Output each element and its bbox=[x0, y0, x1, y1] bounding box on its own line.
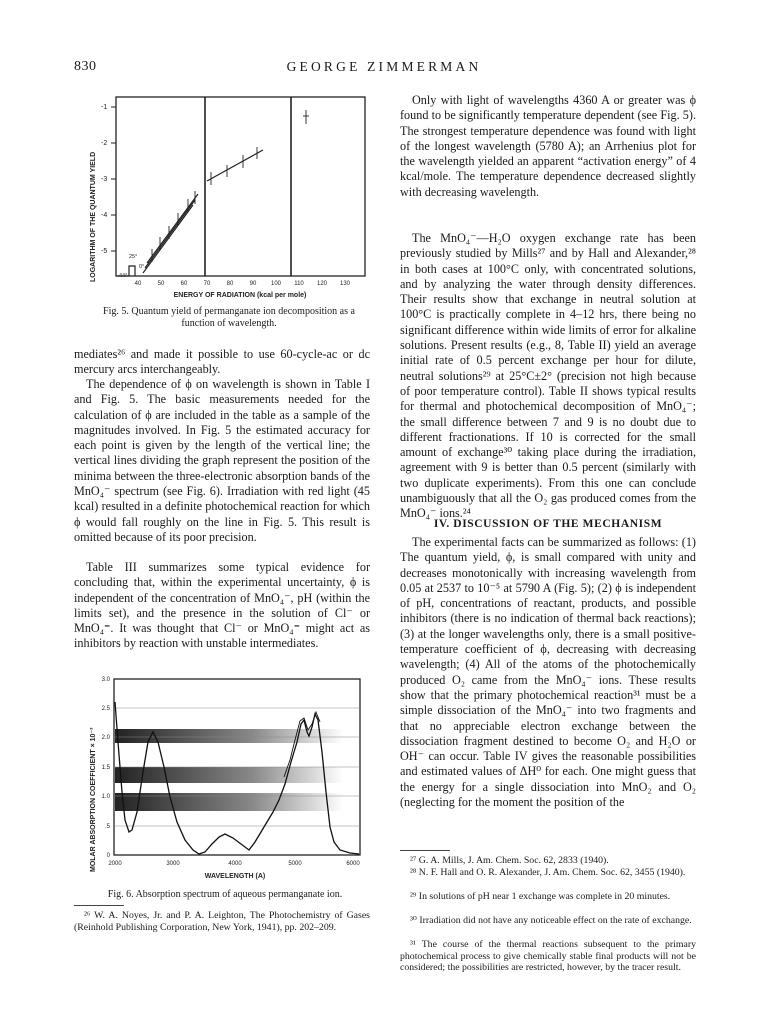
fig5-xtick: 60 bbox=[180, 281, 188, 287]
fig5-temp-label: 44° bbox=[119, 273, 128, 279]
fig5-xtick: 110 bbox=[294, 281, 304, 287]
fig5-xtick: 70 bbox=[203, 281, 211, 287]
fig5-xtick: 80 bbox=[226, 281, 234, 287]
footnote-28: ²⁸ N. F. Hall and O. R. Alexander, J. Am. Chem. Soc. 62, 3455 (1940). bbox=[410, 867, 686, 878]
left-paragraph-2: The dependence of ϕ on wavelength is shown in Table I and Fig. 5. The basic measurements needed for the calculation of ϕ are included in the table as a sample of the magnitudes involved. In Fig. 5 the estimated accuracy for each point is given by the length of the vertical line; the vertical lines dividing the graph represent the position of the minima between the three-electronic absorption bands of the MnO₄⁻ spectrum (see Fig. 6). Irradiation with red light (45 kcal) resulted in a definite photochemical reaction for which ϕ would fall roughly on the line in Fig. 5. This result is omitted because of its poor precision. bbox=[74, 377, 370, 544]
fig6-ytick: 2.5 bbox=[101, 706, 110, 712]
figure-6-caption: Fig. 6. Absorption spectrum of aqueous permanganate ion. bbox=[107, 889, 343, 900]
right-paragraph-1: Only with light of wavelengths 4360 A or greater was ϕ found to be significantly temperature dependent (see Fig. 5). The strongest temperature dependence was found with light of the longest wavelength (5780 A); an Arrhenius plot for the wavelength yielded an apparent “activation energy” of 4 kcal/mole. The temperature dependence decreased slightly with decreasing wavelength. bbox=[400, 93, 696, 199]
fig6-ytick: 3.0 bbox=[101, 677, 110, 683]
footnote-rule bbox=[400, 850, 450, 851]
fig5-xtick: 120 bbox=[316, 281, 328, 287]
page-number: 830 bbox=[74, 59, 97, 74]
footnote-30: ³⁰ Irradiation did not have any noticeable effect on the rate of exchange. bbox=[410, 915, 692, 926]
fig6-ytick: 1.5 bbox=[101, 765, 110, 771]
fig6-xtick: 5000 bbox=[288, 861, 302, 867]
fig5-xtick: 100 bbox=[270, 281, 282, 287]
fig6-xtick: 6000 bbox=[346, 861, 360, 867]
footnote-31: ³¹ The course of the thermal reactions subsequent to the primary photochemical process to give chemically stable final products will not be considered; the possibilities are restricted, however, by the tracer result. bbox=[400, 939, 696, 974]
fig5-ytick: -5 bbox=[101, 248, 108, 255]
fig5-ytick: -3 bbox=[101, 176, 108, 183]
fig5-ytick: -1 bbox=[101, 104, 108, 111]
fig5-xtick: 40 bbox=[134, 281, 142, 287]
running-title: GEORGE ZIMMERMAN bbox=[286, 59, 482, 74]
fig5-xtick: 130 bbox=[339, 281, 351, 287]
fig6-ytick: .5 bbox=[104, 824, 110, 830]
fig6-xtick: 2000 bbox=[108, 861, 122, 867]
footnote-26: ²⁶ W. A. Noyes, Jr. and P. A. Leighton, The Photochemistry of Gases (Reinhold Publishing Corporation, New York, 1941), pp. 202–209. bbox=[74, 910, 370, 933]
figure-5 bbox=[85, 92, 370, 302]
right-paragraph-3: The experimental facts can be summarized as follows: (1) The quantum yield, ϕ, is small compared with unity and decreases monotonically with increasing wavelength from 0.05 at 2537 to 10⁻⁵ at 5790 A (Fig. 5); (2) ϕ is independent of pH, concentrations of reactant, products, and possible inhibitors (there is no indication of thermal back reactions); (3) at the longer wavelengths only, there is a small positive-temperature coefficient of ϕ, decreasing with decreasing wavelength; (4) All of the atoms of the photochemically produced O₂ came from the MnO₄⁻ ions. These results show that the primary photochemical reaction³¹ must be a simple dissociation of the MnO₄⁻ into two fragments and that no appreciable electron exchange between the dissociation fragment destined to become O₂ and H₂O or OH⁻ can occur. Table IV gives the reasonable possibilities and estimated values of ΔH⁰ for each. One might guess that the energy for a single dissociation into MnO₂ and O₂ (neglecting for the moment the position of the bbox=[400, 535, 696, 810]
right-paragraph-2: The MnO₄⁻—H₂O oxygen exchange rate has been previously studied by Mills²⁷ and by Hall and Alexander,²⁸ in both cases at 100°C only, with concentrated solutions, and by analyzing the water through density differences. Their results show that exchange in neutral solution at 100°C is practically complete in 4–12 hrs, there being no significant difference within wide limits of error for alkaline solutions. Present results (e.g., 8, Table II) yield an average initial rate of 0.5 percent exchange per hour for dilute, neutral solutions²⁹ at 25°C±2° (precision not high because of poor temperature control). Table II shows typical results for thermal and photochemical decomposition of MnO₄⁻; the small difference between 7 and 9 is no doubt due to different fractionations. If 10 is corrected for the small amount of exchange³⁰ taking place during the irradiation, agreement with 9 is better than 0.5 percent (similarly with two duplicate experiments). From this one can conclude unambiguously that all the O₂ gas produced comes from the MnO₄⁻ ions.²⁴ bbox=[400, 231, 696, 521]
fig6-xtick: 3000 bbox=[166, 861, 180, 867]
left-paragraph-3: Table III summarizes some typical evidence for concluding that, within the experimental uncertainty, ϕ is independent of the concentration of MnO₄⁻, pH (within the limits set), and the presence in the solution of Cl⁻ or MnO₄⁼. It was thought that Cl⁻ or MnO₄⁼ might act as inhibitors by reaction with unstable intermediates. bbox=[74, 560, 370, 651]
fig5-ytick: -4 bbox=[101, 212, 108, 219]
fig6-ytick: 1.0 bbox=[101, 794, 110, 800]
section-heading: IV. DISCUSSION OF THE MECHANISM bbox=[433, 518, 663, 530]
fig5-temp-label: 25° bbox=[129, 254, 138, 260]
fig5-xtick: 90 bbox=[249, 281, 257, 287]
figure-5-caption: Fig. 5. Quantum yield of permanganate ion decomposition as a function of wavelength. bbox=[103, 306, 355, 329]
fig6-xlabel: WAVELENGTH (A) bbox=[204, 873, 266, 880]
fig5-xtick: 50 bbox=[157, 281, 165, 287]
fig5-ylabel: LOGARITHM OF THE QUANTUM YIELD bbox=[90, 151, 97, 282]
fig5-temp-label: 0° bbox=[139, 264, 145, 270]
fig6-xtick: 4000 bbox=[228, 861, 242, 867]
fig5-ytick: -2 bbox=[101, 140, 108, 147]
footnote-rule bbox=[74, 905, 124, 906]
figure-6 bbox=[85, 672, 370, 887]
fig5-xlabel: ENERGY OF RADIATION (kcal per mole) bbox=[173, 292, 307, 299]
fig6-ytick: 0 bbox=[106, 853, 110, 859]
footnote-27: ²⁷ G. A. Mills, J. Am. Chem. Soc. 62, 2833 (1940). bbox=[410, 855, 609, 866]
fig6-ylabel: MOLAR ABSORPTION COEFFICIENT × 10⁻³ bbox=[90, 727, 97, 872]
left-paragraph-1: mediates²⁶ and made it possible to use 60-cycle-ac or dc mercury arcs interchangeably. bbox=[74, 347, 370, 377]
fig6-ytick: 2.0 bbox=[101, 735, 110, 741]
footnote-29: ²⁹ In solutions of pH near 1 exchange was complete in 20 minutes. bbox=[410, 891, 671, 902]
